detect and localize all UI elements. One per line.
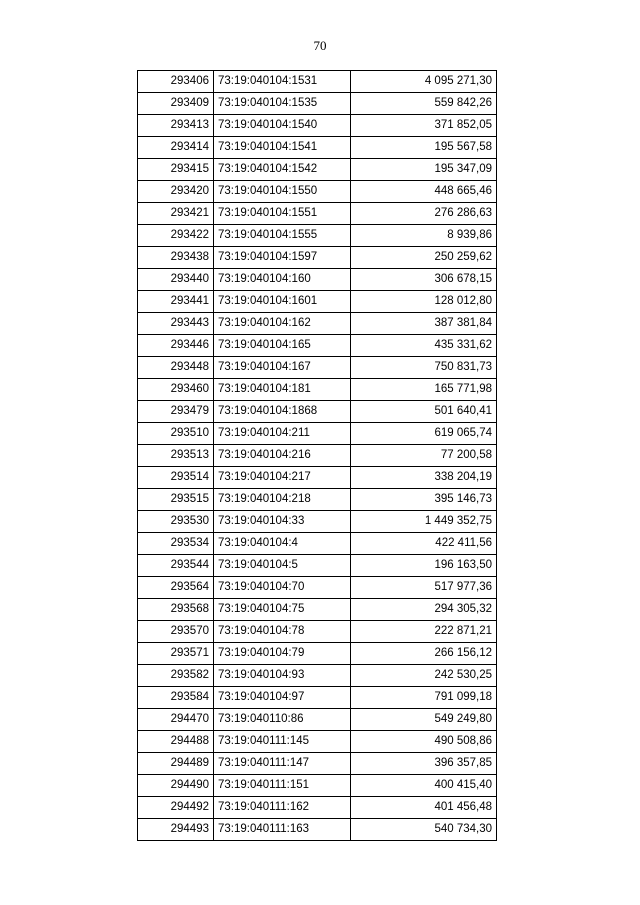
table-row xyxy=(138,313,497,335)
cadastral-number-cell: 73:19:040104:33 xyxy=(214,511,351,533)
row-id-cell: 293421 xyxy=(138,203,214,225)
cadastral-number-cell: 73:19:040104:1601 xyxy=(214,291,351,313)
table-row xyxy=(138,291,497,313)
value-cell: 222 871,21 xyxy=(351,621,497,643)
cadastral-number-cell: 73:19:040104:216 xyxy=(214,445,351,467)
row-id-cell: 294488 xyxy=(138,731,214,753)
value-cell: 501 640,41 xyxy=(351,401,497,423)
value-cell: 338 204,19 xyxy=(351,467,497,489)
value-cell: 77 200,58 xyxy=(351,445,497,467)
value-cell: 435 331,62 xyxy=(351,335,497,357)
table-row xyxy=(138,599,497,621)
row-id-cell: 293584 xyxy=(138,687,214,709)
value-cell: 396 357,85 xyxy=(351,753,497,775)
cadastral-number-cell: 73:19:040104:1555 xyxy=(214,225,351,247)
table-row xyxy=(138,511,497,533)
table-row xyxy=(138,247,497,269)
table-row xyxy=(138,357,497,379)
row-id-cell: 293420 xyxy=(138,181,214,203)
cadastral-number-cell: 73:19:040104:167 xyxy=(214,357,351,379)
row-id-cell: 294489 xyxy=(138,753,214,775)
cadastral-number-cell: 73:19:040104:160 xyxy=(214,269,351,291)
value-cell: 195 347,09 xyxy=(351,159,497,181)
row-id-cell: 293414 xyxy=(138,137,214,159)
cadastral-number-cell: 73:19:040104:70 xyxy=(214,577,351,599)
value-cell: 165 771,98 xyxy=(351,379,497,401)
table-body xyxy=(138,71,497,841)
row-id-cell: 293544 xyxy=(138,555,214,577)
row-id-cell: 293479 xyxy=(138,401,214,423)
value-cell: 128 012,80 xyxy=(351,291,497,313)
value-cell: 276 286,63 xyxy=(351,203,497,225)
value-cell: 422 411,56 xyxy=(351,533,497,555)
table-row xyxy=(138,423,497,445)
table-row xyxy=(138,775,497,797)
table-row xyxy=(138,181,497,203)
table-row xyxy=(138,797,497,819)
value-cell: 559 842,26 xyxy=(351,93,497,115)
row-id-cell: 293446 xyxy=(138,335,214,357)
table-row xyxy=(138,269,497,291)
cadastral-number-cell: 73:19:040104:97 xyxy=(214,687,351,709)
cadastral-number-cell: 73:19:040104:218 xyxy=(214,489,351,511)
value-cell: 517 977,36 xyxy=(351,577,497,599)
cadastral-number-cell: 73:19:040110:86 xyxy=(214,709,351,731)
cadastral-number-cell: 73:19:040104:1541 xyxy=(214,137,351,159)
value-cell: 448 665,46 xyxy=(351,181,497,203)
cadastral-number-cell: 73:19:040111:151 xyxy=(214,775,351,797)
cadastral-number-cell: 73:19:040104:1597 xyxy=(214,247,351,269)
row-id-cell: 293530 xyxy=(138,511,214,533)
table-row xyxy=(138,203,497,225)
cadastral-number-cell: 73:19:040111:163 xyxy=(214,819,351,841)
table-row xyxy=(138,71,497,93)
table-row xyxy=(138,533,497,555)
cadastral-number-cell: 73:19:040104:93 xyxy=(214,665,351,687)
table-row xyxy=(138,555,497,577)
cadastral-number-cell: 73:19:040104:181 xyxy=(214,379,351,401)
cadastral-number-cell: 73:19:040104:1542 xyxy=(214,159,351,181)
table-row xyxy=(138,753,497,775)
table-row xyxy=(138,731,497,753)
value-cell: 196 163,50 xyxy=(351,555,497,577)
table-row xyxy=(138,489,497,511)
value-cell: 387 381,84 xyxy=(351,313,497,335)
table-row xyxy=(138,819,497,841)
value-cell: 540 734,30 xyxy=(351,819,497,841)
row-id-cell: 293510 xyxy=(138,423,214,445)
row-id-cell: 293443 xyxy=(138,313,214,335)
table-row xyxy=(138,335,497,357)
row-id-cell: 294470 xyxy=(138,709,214,731)
row-id-cell: 293448 xyxy=(138,357,214,379)
row-id-cell: 293415 xyxy=(138,159,214,181)
value-cell: 8 939,86 xyxy=(351,225,497,247)
value-cell: 750 831,73 xyxy=(351,357,497,379)
table-row xyxy=(138,577,497,599)
cadastral-number-cell: 73:19:040104:1531 xyxy=(214,71,351,93)
cadastral-number-cell: 73:19:040104:78 xyxy=(214,621,351,643)
row-id-cell: 293534 xyxy=(138,533,214,555)
value-cell: 395 146,73 xyxy=(351,489,497,511)
cadastral-number-cell: 73:19:040104:5 xyxy=(214,555,351,577)
row-id-cell: 294493 xyxy=(138,819,214,841)
row-id-cell: 293571 xyxy=(138,643,214,665)
table-row xyxy=(138,115,497,137)
row-id-cell: 293438 xyxy=(138,247,214,269)
row-id-cell: 293413 xyxy=(138,115,214,137)
cadastral-number-cell: 73:19:040111:145 xyxy=(214,731,351,753)
cadastral-number-cell: 73:19:040104:211 xyxy=(214,423,351,445)
cadastral-number-cell: 73:19:040104:165 xyxy=(214,335,351,357)
table-row xyxy=(138,467,497,489)
cadastral-number-cell: 73:19:040104:1868 xyxy=(214,401,351,423)
table-row xyxy=(138,137,497,159)
row-id-cell: 293568 xyxy=(138,599,214,621)
row-id-cell: 294490 xyxy=(138,775,214,797)
row-id-cell: 293514 xyxy=(138,467,214,489)
cadastral-number-cell: 73:19:040104:1551 xyxy=(214,203,351,225)
cadastral-number-cell: 73:19:040104:75 xyxy=(214,599,351,621)
table-row xyxy=(138,225,497,247)
row-id-cell: 293422 xyxy=(138,225,214,247)
cadastral-number-cell: 73:19:040111:162 xyxy=(214,797,351,819)
value-cell: 250 259,62 xyxy=(351,247,497,269)
value-cell: 242 530,25 xyxy=(351,665,497,687)
value-cell: 1 449 352,75 xyxy=(351,511,497,533)
page-number: 70 xyxy=(313,38,327,53)
value-cell: 619 065,74 xyxy=(351,423,497,445)
row-id-cell: 293564 xyxy=(138,577,214,599)
row-id-cell: 294492 xyxy=(138,797,214,819)
cadastral-number-cell: 73:19:040104:1550 xyxy=(214,181,351,203)
row-id-cell: 293440 xyxy=(138,269,214,291)
value-cell: 371 852,05 xyxy=(351,115,497,137)
table-row xyxy=(138,665,497,687)
row-id-cell: 293513 xyxy=(138,445,214,467)
value-cell: 195 567,58 xyxy=(351,137,497,159)
value-cell: 400 415,40 xyxy=(351,775,497,797)
cadastral-number-cell: 73:19:040104:1540 xyxy=(214,115,351,137)
table-row xyxy=(138,401,497,423)
table-row xyxy=(138,621,497,643)
data-table xyxy=(137,70,497,841)
cadastral-number-cell: 73:19:040104:79 xyxy=(214,643,351,665)
value-cell: 401 456,48 xyxy=(351,797,497,819)
table-row xyxy=(138,709,497,731)
row-id-cell: 293409 xyxy=(138,93,214,115)
row-id-cell: 293515 xyxy=(138,489,214,511)
table-row xyxy=(138,159,497,181)
cadastral-number-cell: 73:19:040104:4 xyxy=(214,533,351,555)
value-cell: 294 305,32 xyxy=(351,599,497,621)
table-row xyxy=(138,379,497,401)
table-row xyxy=(138,687,497,709)
row-id-cell: 293460 xyxy=(138,379,214,401)
value-cell: 4 095 271,30 xyxy=(351,71,497,93)
value-cell: 306 678,15 xyxy=(351,269,497,291)
cadastral-number-cell: 73:19:040104:217 xyxy=(214,467,351,489)
row-id-cell: 293441 xyxy=(138,291,214,313)
cadastral-number-cell: 73:19:040104:162 xyxy=(214,313,351,335)
row-id-cell: 293570 xyxy=(138,621,214,643)
value-cell: 266 156,12 xyxy=(351,643,497,665)
cadastral-number-cell: 73:19:040111:147 xyxy=(214,753,351,775)
row-id-cell: 293582 xyxy=(138,665,214,687)
value-cell: 549 249,80 xyxy=(351,709,497,731)
row-id-cell: 293406 xyxy=(138,71,214,93)
table-row xyxy=(138,445,497,467)
table-row xyxy=(138,93,497,115)
cadastral-number-cell: 73:19:040104:1535 xyxy=(214,93,351,115)
table-row xyxy=(138,643,497,665)
value-cell: 490 508,86 xyxy=(351,731,497,753)
value-cell: 791 099,18 xyxy=(351,687,497,709)
